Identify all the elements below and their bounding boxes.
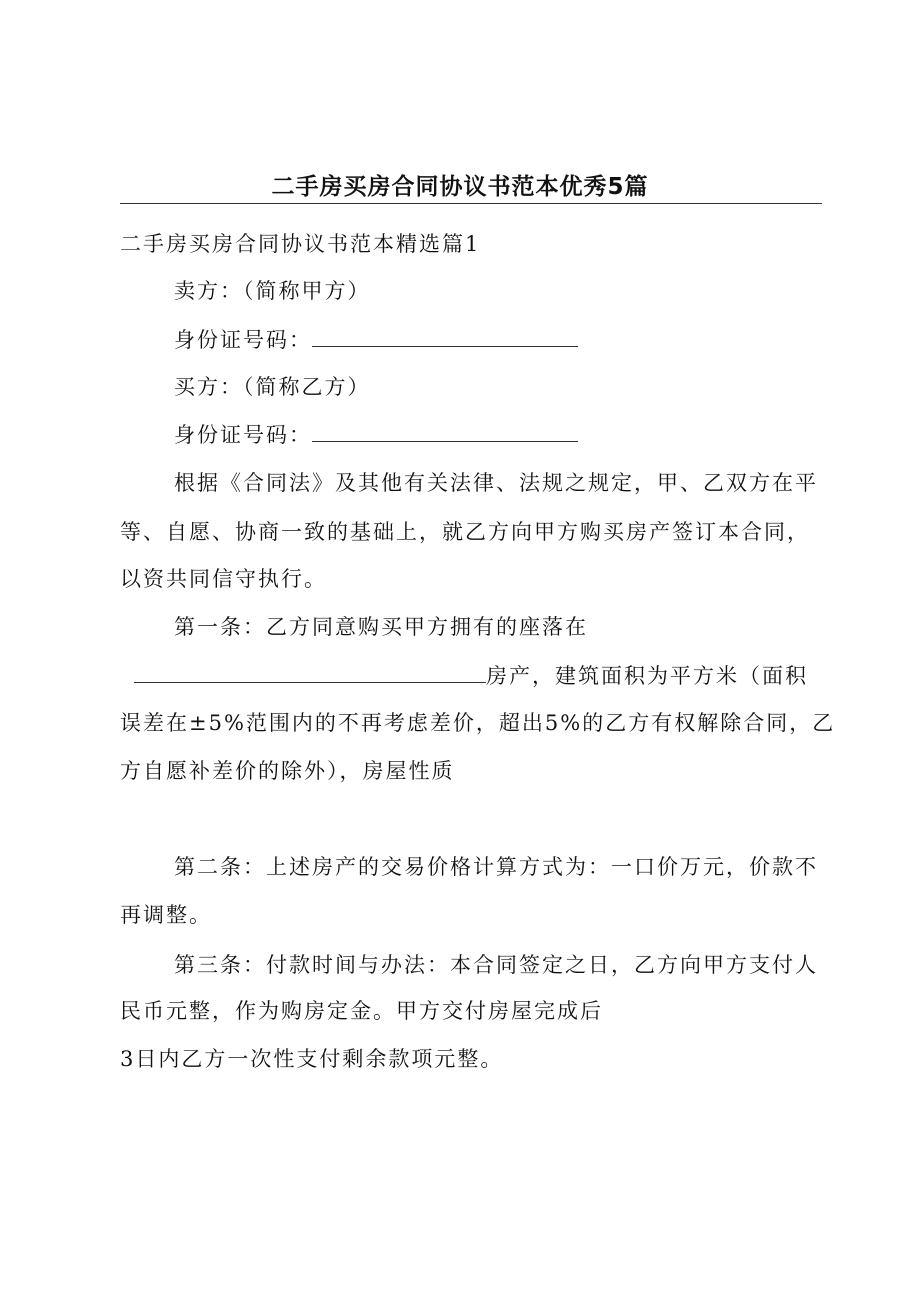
article-1-line-3: 误差在±5%范围内的不再考虑差价，超出5%的乙方有权解除合同，乙 [120,711,836,735]
seller-id-label: 身份证号码： [174,328,312,352]
buyer-label: 买方：（简称乙方） [174,375,371,399]
article-1-line-1: 第一条：乙方同意购买甲方拥有的座落在 [174,615,588,639]
article-2-line-1: 第二条：上述房产的交易价格计算方式为：一口价万元，价款不 [174,855,818,879]
article-2-line-2: 再调整。 [120,903,212,927]
article-1-line-4: 方自愿补差价的除外），房屋性质 [120,759,455,783]
property-location-blank [134,662,486,683]
title-divider [120,203,822,204]
buyer-id-blank [312,421,578,442]
buyer-id-row [174,420,578,450]
article-3-line-2: 民币元整，作为购房定金。甲方交付房屋完成后 [120,999,603,1023]
seller-id-row [174,325,578,355]
article-3-line-3: 3日内乙方一次性支付剩余款项元整。 [120,1047,504,1071]
article-1-line-2-text: 房产，建筑面积为平方米（面积 [486,664,808,688]
preamble-line-2: 等、自愿、协商一致的基础上，就乙方向甲方购买房产签订本合同， [120,520,810,544]
section-heading: 二手房买房合同协议书范本精选篇1 [120,232,481,256]
seller-id-blank [312,326,578,347]
preamble-line-1: 根据《合同法》及其他有关法律、法规之规定，甲、乙双方在平 [174,471,818,495]
article-1-line-2 [134,661,808,691]
document-title: 二手房买房合同协议书范本优秀5篇 [271,174,649,200]
seller-label: 卖方：（简称甲方） [174,279,371,303]
buyer-id-label: 身份证号码： [174,423,312,447]
preamble-line-3: 以资共同信守执行。 [120,567,327,591]
article-3-line-1: 第三条：付款时间与办法：本合同签定之日，乙方向甲方支付人 [174,953,818,977]
